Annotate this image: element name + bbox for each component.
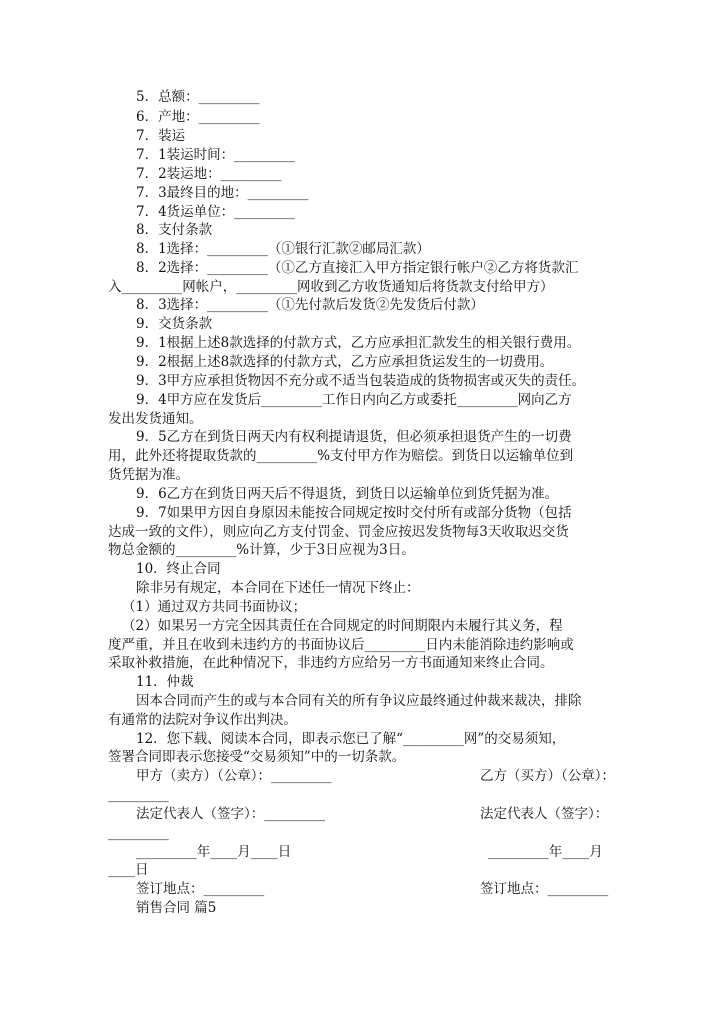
party-b-seal-blank: _________	[108, 787, 169, 803]
clause-10: 10．终止合同	[136, 561, 221, 577]
date-b-day: ____日	[108, 862, 149, 878]
clause-8: 8．支付条款	[136, 222, 213, 238]
clause-9-7-cont: 达成一致的文件），则应向乙方支付罚金、罚金应按迟发货物每3天收取迟交货	[108, 524, 569, 540]
clause-9-5: 9．5乙方在到货日两天内有权利提请退货，但必须承担退货产生的一切费	[136, 429, 572, 445]
clause-9-7-cont2: 物总金额的_________%计算，少于3日应视为3日。	[108, 542, 415, 558]
clause-9-6: 9．6乙方在到货日两天后不得退货，到货日以运输单位到货凭据为准。	[136, 486, 559, 502]
clause-7-2: 7．2装运地：_________	[136, 166, 282, 182]
clause-9-1: 9．1根据上述8款选择的付款方式，乙方应承担汇款发生的相关银行费用。	[136, 335, 581, 351]
clause-6: 6．产地：_________	[136, 109, 260, 125]
clause-11: 11．仲裁	[136, 674, 194, 690]
clause-7-1: 7．1装运时间：_________	[136, 147, 295, 163]
clause-8-2: 8．2选择：_________（①乙方直接汇入甲方指定银行帐户②乙方将货款汇	[136, 260, 579, 276]
clause-10-1: （1）通过双方共同书面协议；	[122, 599, 307, 615]
clause-12-cont: 签署合同即表示您接受“交易须知”中的一切条款。	[108, 749, 406, 765]
clause-12: 12．您下载、阅读本合同，即表示您已了解“_________网”的交易须知，	[136, 731, 566, 747]
clause-10-2-cont: 度严重，并且在收到未违约方的书面协议后_________日内未能消除违约影响或	[108, 637, 574, 653]
clause-7: 7．装运	[136, 128, 186, 144]
clause-9-5-cont2: 货凭据为准。	[108, 467, 189, 483]
date-a: _________年____月____日	[136, 844, 292, 860]
clause-10-2: （2）如果另一方完全因其责任在合同规定的时间期限内未履行其义务，程	[122, 618, 563, 634]
party-a-seal: 甲方（卖方）（公章）：_________	[136, 768, 332, 784]
clause-11-cont: 有通常的法院对争议作出判决。	[108, 712, 297, 728]
clause-9-2: 9．2根据上述8款选择的付款方式，乙方应承担货运发生的一切费用。	[136, 354, 554, 370]
section-footer: 销售合同 篇5	[136, 900, 217, 916]
place-a: 签订地点：_________	[136, 881, 265, 897]
clause-8-3: 8．3选择：_________（①先付款后发货②先发货后付款）	[136, 297, 484, 313]
clause-7-3: 7．3最终目的地：_________	[136, 185, 309, 201]
clause-10-2-cont2: 采取补救措施，在此种情况下，非违约方应给另一方书面通知来终止合同。	[108, 655, 554, 671]
clause-9-5-cont: 用，此外还将提取货款的_________%支付甲方作为赔偿。到货日以运输单位到	[108, 448, 574, 464]
rep-b-signature-blank: _________	[108, 825, 169, 841]
clause-5: 5．总额：_________	[136, 89, 260, 105]
clause-9-4-cont: 发出发货通知。	[108, 411, 203, 427]
clause-9-3: 9．3甲方应承担货物因不充分或不适当包装造成的货物损害或灭失的责任。	[136, 373, 586, 389]
rep-b-signature: 法定代表人（签字）：	[480, 806, 609, 822]
clause-7-4: 7．4货运单位：_________	[136, 204, 295, 220]
clause-8-1: 8．1选择：_________（①银行汇款②邮局汇款）	[136, 241, 430, 257]
clause-10-intro: 除非另有规定，本合同在下述任一情况下终止：	[136, 580, 420, 596]
place-b: 签订地点：_________	[480, 881, 609, 897]
party-b-seal: 乙方（买方）（公章）：	[480, 768, 615, 784]
clause-9-7: 9．7如果甲方因自身原因未能按合同规定按时交付所有或部分货物（包括	[136, 505, 572, 521]
clause-11-text: 因本合同而产生的或与本合同有关的所有争议应最终通过仲裁来裁决，排除	[136, 693, 582, 709]
rep-a-signature: 法定代表人（签字）：_________	[136, 806, 325, 822]
clause-9: 9．交货条款	[136, 316, 213, 332]
date-b: _________年____月	[488, 844, 603, 860]
clause-8-2-cont: 入_________网帐户，_________网收到乙方收货通知后将货款支付给甲方）	[108, 279, 554, 295]
clause-9-4: 9．4甲方应在发货后_________工作日内向乙方或委托_________网向乙方	[136, 392, 572, 408]
